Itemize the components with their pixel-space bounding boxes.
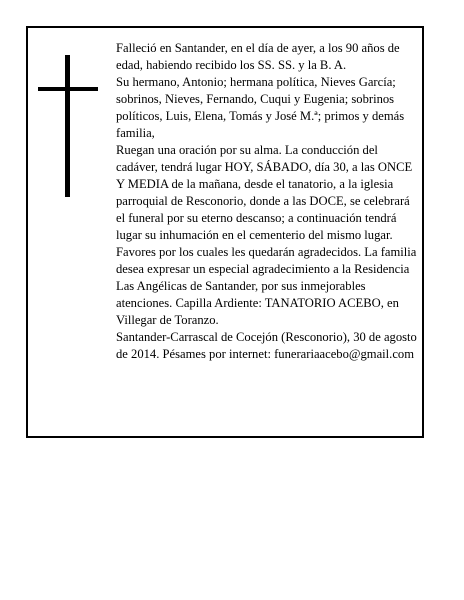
cross-horizontal-bar bbox=[38, 87, 98, 91]
funeral-details-paragraph: Ruegan una oración por su alma. La conducción del cadáver, tendrá lugar HOY, SÁBADO, día 30, a las ONCE Y MEDIA de la mañana, desde el tanatorio, a la iglesia parroquial de Resconorio, donde a las DOCE, se celebrará el funeral por su eterno descanso; a continuación tendrá lugar su inhumación en el cementerio del mismo lugar. Favores por los cuales les quedarán agradecidos. La familia desea expresar un especial agradecimiento a la Residencia Las Angélicas de Santander, por sus inmejorables atenciones. Capilla Ardiente: TANATORIO ACEBO, en Villegar de Toranzo. bbox=[116, 143, 417, 327]
obituary-notice bbox=[26, 26, 424, 438]
obituary-text bbox=[116, 40, 420, 363]
family-paragraph: Su hermano, Antonio; hermana política, Nieves García; sobrinos, Nieves, Fernando, Cuqui y Eugenia; sobrinos políticos, Luis, Elena, Tomás y José M.ª; primos y demás familia, bbox=[116, 75, 405, 140]
cross-icon bbox=[38, 55, 98, 197]
death-announcement-paragraph: Falleció en Santander, en el día de ayer, a los 90 años de edad, habiendo recibido los SS. SS. y la B. A. bbox=[116, 41, 400, 72]
place-date-contact-paragraph: Santander-Carrascal de Cocejón (Resconorio), 30 de agosto de 2014. Pésames por internet: funerariaacebo@gmail.com bbox=[116, 330, 417, 361]
cross-vertical-bar bbox=[65, 55, 70, 197]
